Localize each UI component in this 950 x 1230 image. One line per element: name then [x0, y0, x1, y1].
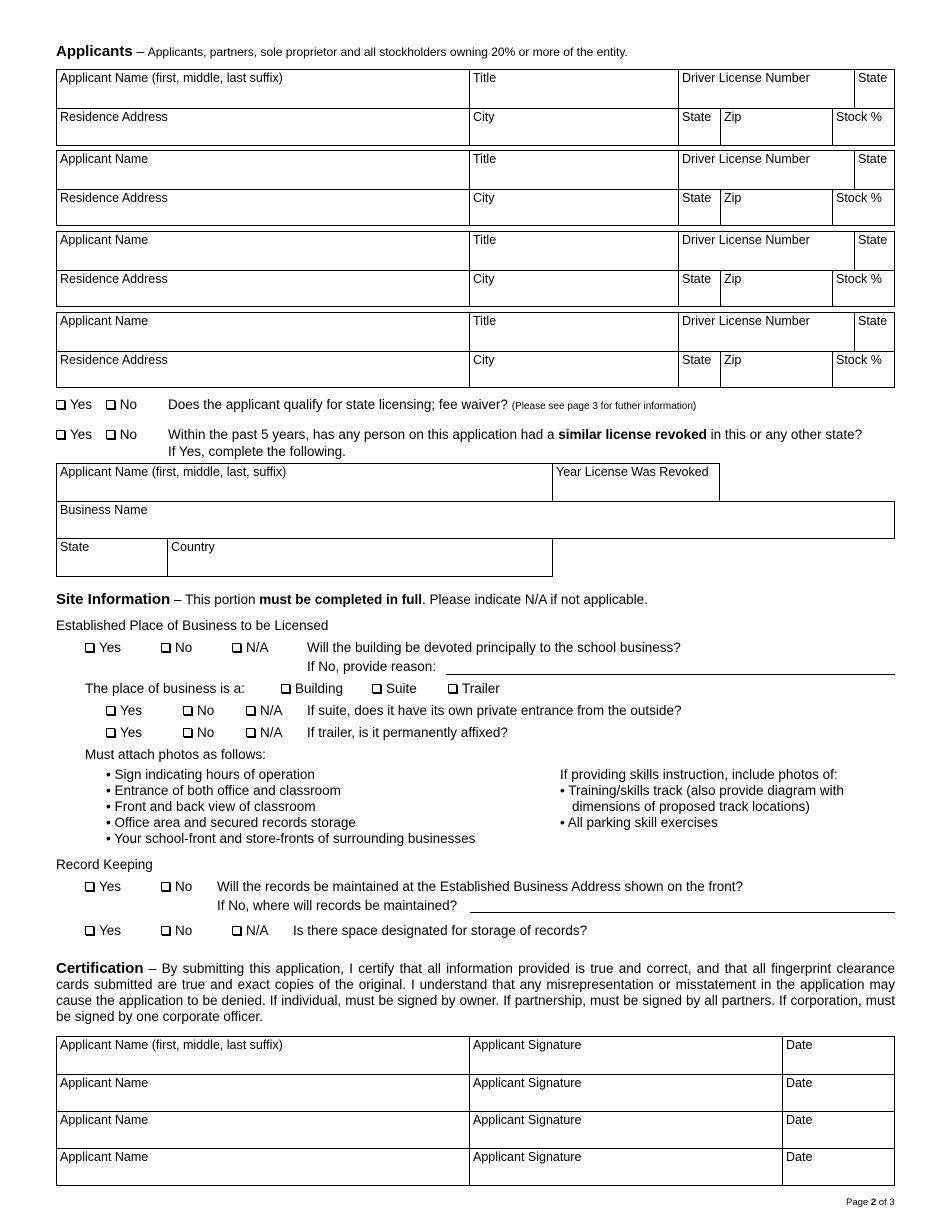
zip-field[interactable]: Zip — [720, 270, 832, 307]
state-field[interactable]: State — [678, 351, 720, 388]
applicant-name-field[interactable]: Applicant Name (first, middle, last suffix) — [60, 71, 283, 85]
checkbox-icon — [281, 684, 290, 693]
applicants-dash: – — [136, 43, 145, 59]
devoted-reason-label: If No, provide reason: — [307, 659, 437, 674]
site-heading: Site Information — [56, 591, 171, 608]
waiver-yes-checkbox[interactable]: Yes — [56, 397, 92, 412]
checkbox-icon — [183, 706, 192, 715]
residence-address-field[interactable]: Residence Address — [57, 108, 469, 146]
zip-field[interactable]: Zip — [720, 189, 832, 226]
cert-date-field[interactable]: Date — [782, 1148, 895, 1186]
waiver-no-checkbox[interactable]: No — [106, 397, 137, 412]
place-trailer-checkbox[interactable]: Trailer — [448, 681, 500, 696]
applicant-block-2 — [56, 150, 895, 226]
dl-state-field[interactable]: State — [854, 313, 895, 351]
cert-name-field[interactable]: Applicant Name — [57, 1074, 469, 1111]
city-field[interactable]: City — [469, 108, 678, 146]
cert-name-field[interactable]: Applicant Name — [57, 1111, 469, 1148]
checkbox-icon — [246, 706, 255, 715]
cert-signature-field[interactable]: Applicant Signature — [469, 1074, 782, 1111]
records-no-checkbox[interactable]: No — [161, 879, 192, 894]
cert-signature-field[interactable]: Applicant Signature — [469, 1111, 782, 1148]
checkbox-icon — [106, 728, 115, 737]
revoked-no-checkbox[interactable]: No — [106, 427, 137, 442]
state-field[interactable]: State — [678, 270, 720, 307]
applicant-block-3 — [56, 231, 895, 307]
checkbox-icon — [106, 430, 115, 439]
revoked-business-name-field[interactable]: Business Name — [56, 501, 895, 539]
dl-state-field[interactable]: State — [854, 70, 895, 108]
suite-no-checkbox[interactable]: No — [183, 703, 214, 718]
stock-field[interactable]: Stock % — [832, 270, 895, 307]
records-where-label: If No, where will records be maintained? — [217, 898, 458, 913]
revoked-question: Within the past 5 years, has any person on this application had a similar license revoked in this or any other state? — [168, 427, 863, 442]
trailer-na-checkbox[interactable]: N/A — [246, 725, 283, 740]
title-field[interactable]: Title — [469, 232, 678, 270]
skills-item: • All parking skill exercises — [560, 815, 718, 830]
cert-signature-field[interactable]: Applicant Signature — [469, 1037, 782, 1074]
checkbox-icon — [85, 643, 94, 652]
photo-item: • Front and back view of classroom — [106, 799, 316, 814]
revoked-state-field[interactable]: State — [56, 538, 168, 577]
driver-license-field[interactable]: Driver License Number — [678, 232, 854, 270]
photo-item: • Sign indicating hours of operation — [106, 767, 315, 782]
revoked-followup: If Yes, complete the following. — [168, 444, 346, 459]
waiver-question: Does the applicant qualify for state licensing; fee waiver? (Please see page 3 for futher information) — [168, 397, 697, 412]
checkbox-icon — [448, 684, 457, 693]
photo-item: • Entrance of both office and classroom — [106, 783, 341, 798]
revoked-year-field[interactable]: Year License Was Revoked — [552, 463, 720, 502]
checkbox-icon — [106, 706, 115, 715]
skills-label: If providing skills instruction, include photos of: — [560, 767, 838, 782]
devoted-no-checkbox[interactable]: No — [161, 640, 192, 655]
devoted-na-checkbox[interactable]: N/A — [232, 640, 269, 655]
records-yes-checkbox[interactable]: Yes — [85, 879, 121, 894]
residence-address-field[interactable]: Residence Address — [57, 351, 469, 388]
stock-field[interactable]: Stock % — [832, 108, 895, 146]
driver-license-field[interactable]: Driver License Number — [678, 70, 854, 108]
city-field[interactable]: City — [469, 189, 678, 226]
checkbox-icon — [56, 400, 65, 409]
trailer-no-checkbox[interactable]: No — [183, 725, 214, 740]
city-field[interactable]: City — [469, 351, 678, 388]
waiver-options — [56, 397, 137, 412]
state-field[interactable]: State — [678, 108, 720, 146]
checkbox-icon — [246, 728, 255, 737]
certification-table — [56, 1036, 895, 1186]
revoked-table — [56, 463, 895, 577]
skills-item: • Training/skills track (also provide diagram with — [560, 783, 844, 798]
residence-address-field[interactable]: Residence Address — [57, 270, 469, 307]
checkbox-icon — [161, 926, 170, 935]
applicant-block-1 — [56, 69, 895, 146]
records-where-line[interactable] — [470, 912, 895, 913]
suite-na-checkbox[interactable]: N/A — [246, 703, 283, 718]
cert-date-field[interactable]: Date — [782, 1074, 895, 1111]
checkbox-icon — [106, 400, 115, 409]
established-label: Established Place of Business to be Licensed — [56, 618, 329, 633]
devoted-question: Will the building be devoted principally to the school business? — [307, 640, 681, 655]
certification-heading: Certification — [56, 960, 144, 977]
cert-date-field[interactable]: Date — [782, 1037, 895, 1074]
applicant-name-field[interactable]: Applicant Name — [60, 314, 149, 328]
suite-yes-checkbox[interactable]: Yes — [106, 703, 142, 718]
applicant-name-field[interactable]: Applicant Name — [60, 233, 149, 247]
applicants-subtitle: Applicants, partners, sole proprietor and all stockholders owning 20% or more of the entity. — [147, 45, 628, 59]
storage-yes-checkbox[interactable]: Yes — [85, 923, 121, 938]
revoked-country-field[interactable]: Country — [167, 538, 553, 577]
certification-paragraph: Certification – By submitting this application, I certify that all information provided is true and correct, and that all fingerprint clearance cards submitted are true and exact copies of the original. I understand that any misrepresentation or misstatement in the application may cause the application to be denied. If individual, must be signed by owner. If partnership, must be signed by all partners. If corporation, must be signed by one corporate officer. — [56, 960, 895, 1024]
dl-state-field[interactable]: State — [854, 232, 895, 270]
cert-name-field[interactable]: Applicant Name (first, middle, last suffix) — [60, 1038, 283, 1052]
stock-field[interactable]: Stock % — [832, 351, 895, 388]
checkbox-icon — [85, 882, 94, 891]
checkbox-icon — [183, 728, 192, 737]
zip-field[interactable]: Zip — [720, 108, 832, 146]
checkbox-icon — [56, 430, 65, 439]
storage-question: Is there space designated for storage of records? — [293, 923, 588, 938]
photo-item: • Your school-front and store-fronts of surrounding businesses — [106, 831, 476, 846]
devoted-yes-checkbox[interactable]: Yes — [85, 640, 121, 655]
storage-na-checkbox[interactable]: N/A — [232, 923, 269, 938]
cert-name-field[interactable]: Applicant Name — [57, 1148, 469, 1186]
photos-label: Must attach photos as follows: — [85, 747, 266, 762]
applicant-name-field[interactable]: Applicant Name — [60, 152, 149, 166]
cert-signature-field[interactable]: Applicant Signature — [469, 1148, 782, 1186]
checkbox-icon — [85, 926, 94, 935]
applicants-heading: Applicants — [56, 43, 133, 60]
residence-address-field[interactable]: Residence Address — [57, 189, 469, 226]
driver-license-field[interactable]: Driver License Number — [678, 151, 854, 189]
zip-field[interactable]: Zip — [720, 351, 832, 388]
revoked-yes-checkbox[interactable]: Yes — [56, 427, 92, 442]
trailer-yes-checkbox[interactable]: Yes — [106, 725, 142, 740]
site-header: Site Information – This portion must be completed in full. Please indicate N/A if not applicable. — [56, 591, 648, 608]
title-field[interactable]: Title — [469, 70, 678, 108]
dl-state-field[interactable]: State — [854, 151, 895, 189]
page-number: Page 2 of 3 — [846, 1197, 895, 1208]
revoked-applicant-name-field[interactable]: Applicant Name (first, middle, last, suffix) — [56, 463, 553, 502]
photo-item: • Office area and secured records storage — [106, 815, 356, 830]
checkbox-icon — [232, 643, 241, 652]
devoted-reason-line[interactable] — [446, 674, 895, 675]
record-keeping-label: Record Keeping — [56, 857, 153, 872]
checkbox-icon — [232, 926, 241, 935]
title-field[interactable]: Title — [469, 151, 678, 189]
skills-item: dimensions of proposed track locations) — [572, 799, 810, 814]
title-field[interactable]: Title — [469, 313, 678, 351]
place-label: The place of business is a: — [85, 681, 245, 696]
trailer-question: If trailer, is it permanently affixed? — [307, 725, 508, 740]
driver-license-field[interactable]: Driver License Number — [678, 313, 854, 351]
state-field[interactable]: State — [678, 189, 720, 226]
checkbox-icon — [372, 684, 381, 693]
city-field[interactable]: City — [469, 270, 678, 307]
stock-field[interactable]: Stock % — [832, 189, 895, 226]
cert-date-field[interactable]: Date — [782, 1111, 895, 1148]
suite-question: If suite, does it have its own private entrance from the outside? — [307, 703, 682, 718]
place-building-checkbox[interactable]: Building — [281, 681, 343, 696]
checkbox-icon — [161, 643, 170, 652]
storage-no-checkbox[interactable]: No — [161, 923, 192, 938]
checkbox-icon — [161, 882, 170, 891]
applicant-block-4 — [56, 312, 895, 388]
applicants-header — [56, 43, 628, 60]
records-question: Will the records be maintained at the Established Business Address shown on the front? — [217, 879, 744, 894]
revoked-options — [56, 427, 137, 442]
place-suite-checkbox[interactable]: Suite — [372, 681, 417, 696]
